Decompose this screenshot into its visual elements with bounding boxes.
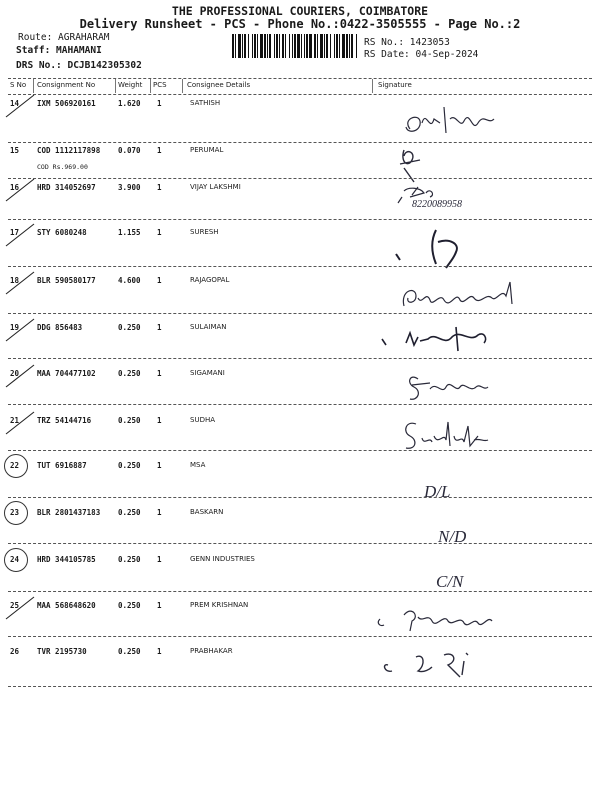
table-row (0, 369, 600, 415)
row-pcs: 1 (157, 601, 162, 610)
barcode-bar (304, 34, 305, 58)
row-consignee: SULAIMAN (190, 323, 227, 331)
barcode-bar (276, 34, 278, 58)
handwritten-signature (360, 228, 560, 274)
drs-number: DRS No.: DCJB142305302 (16, 60, 142, 71)
handwritten-signature (360, 183, 560, 229)
row-weight: 0.070 (118, 146, 141, 155)
row-weight: 0.250 (118, 601, 141, 610)
barcode-bar (294, 34, 296, 58)
row-consignment: TUT 6916887 (37, 461, 87, 470)
barcode-bar (351, 34, 353, 58)
barcode-bar (339, 34, 340, 58)
row-divider (8, 591, 592, 592)
row-consignment: BLR 590580177 (37, 276, 96, 285)
handwritten-signature (360, 416, 560, 462)
row-consignment: TVR 2195730 (37, 647, 87, 656)
table-row (0, 555, 600, 601)
row-divider (8, 219, 592, 220)
runsheet-title: Delivery Runsheet - PCS - Phone No.:0422-3505555 - Page No.:2 (79, 17, 521, 31)
status-note-text: C/N (436, 572, 464, 591)
row-sno: 16 (10, 183, 20, 192)
barcode-bar (274, 34, 275, 58)
row-consignment: STY 6080248 (37, 228, 87, 237)
barcode-bar (252, 34, 253, 58)
row-weight: 0.250 (118, 555, 141, 564)
barcode-bar (301, 34, 302, 58)
barcode-bar (297, 34, 300, 58)
barcode-bar (356, 34, 357, 58)
row-consignee: SURESH (190, 228, 219, 236)
row-divider (8, 404, 592, 405)
row-pcs: 1 (157, 146, 162, 155)
row-divider (8, 358, 592, 359)
barcode-bar (257, 34, 258, 58)
row-pcs: 1 (157, 647, 162, 656)
barcode-bar (349, 34, 350, 58)
barcode-bar (346, 34, 348, 58)
table-row (0, 461, 600, 507)
barcode-bar (242, 34, 243, 58)
barcode-bar (292, 34, 293, 58)
col-weight-header: Weight (118, 81, 143, 89)
row-consignee: PRABHAKAR (190, 647, 233, 655)
row-pcs: 1 (157, 416, 162, 425)
row-sno: 15 (10, 146, 20, 155)
rs-date: RS Date: 04-Sep-2024 (364, 49, 479, 60)
barcode-bar (289, 34, 290, 58)
row-sno: 17 (10, 228, 20, 237)
row-consignment: HRD 314052697 (37, 183, 96, 192)
col-pcs-header: PCS (153, 81, 167, 89)
barcode-bar (306, 34, 308, 58)
row-divider (8, 543, 592, 544)
row-sno: 25 (10, 601, 20, 610)
row-sno: 18 (10, 276, 20, 285)
row-consignee: SUDHA (190, 416, 216, 424)
staff-label: Staff: MAHAMANI (16, 45, 102, 56)
row-consignee: SIGAMANI (190, 369, 225, 377)
header-divider (372, 79, 373, 93)
row-pcs: 1 (157, 369, 162, 378)
barcode-bar (320, 34, 323, 58)
row-consignee: PREM KRISHNAN (190, 601, 249, 609)
row-weight: 4.600 (118, 276, 141, 285)
row-pcs: 1 (157, 323, 162, 332)
header-divider (33, 79, 34, 93)
table-header-top-line (8, 78, 592, 79)
row-divider (8, 636, 592, 637)
row-divider (8, 178, 592, 179)
row-weight: 0.250 (118, 416, 141, 425)
header-divider (182, 79, 183, 93)
col-signature-header: Signature (378, 81, 412, 89)
barcode-bar (264, 34, 266, 58)
row-sno: 21 (10, 416, 20, 425)
row-pcs: 1 (157, 183, 162, 192)
barcode-bar (309, 34, 312, 58)
status-note-text: D/L (424, 482, 451, 501)
row-divider (8, 313, 592, 314)
row-sno: 19 (10, 323, 20, 332)
barcode-bar (336, 34, 338, 58)
row-weight: 0.250 (118, 508, 141, 517)
handwritten-signature (360, 99, 560, 145)
header-divider (115, 79, 116, 93)
table-row (0, 183, 600, 229)
barcode-bar (324, 34, 325, 58)
barcode-bar (326, 34, 328, 58)
row-consignment: TRZ 54144716 (37, 416, 92, 425)
row-consignee: GENN INDUSTRIES (190, 555, 255, 563)
row-sno: 22 (10, 461, 20, 470)
row-weight: 0.250 (118, 647, 141, 656)
col-consignment-header: Consignment No (37, 81, 96, 89)
row-consignee: PERUMAL (190, 146, 224, 154)
row-pcs: 1 (157, 461, 162, 470)
row-consignment: MAA 704477102 (37, 369, 96, 378)
barcode-bar (244, 34, 246, 58)
row-divider (8, 686, 592, 687)
signature-phone-note: 8220089958 (412, 199, 462, 210)
rs-number: RS No.: 1423053 (364, 37, 450, 48)
row-consignee: VIJAY LAKSHMI (190, 183, 241, 191)
table-row (0, 323, 600, 369)
row-consignment: HRD 344105785 (37, 555, 96, 564)
barcode-bar (282, 34, 284, 58)
col-sno-header: S No (10, 81, 27, 89)
barcode-bar (238, 34, 241, 58)
row-consignment: IXM 506920161 (37, 99, 96, 108)
barcode-bar (267, 34, 268, 58)
table-row (0, 228, 600, 274)
row-pcs: 1 (157, 508, 162, 517)
handwritten-status-note (360, 555, 560, 601)
row-sno: 23 (10, 508, 20, 517)
header-divider (150, 79, 151, 93)
row-sno: 26 (10, 647, 20, 656)
handwritten-signature (360, 323, 560, 369)
col-consignee-header: Consignee Details (187, 81, 251, 89)
status-note-text: N/D (438, 527, 467, 546)
barcode-bar (235, 34, 236, 58)
handwritten-signature (360, 276, 560, 322)
barcode-bar (317, 34, 318, 58)
row-divider (8, 142, 592, 143)
barcode-bar (330, 34, 331, 58)
row-divider (8, 266, 592, 267)
barcode-bar (254, 34, 256, 58)
barcode-bar (232, 34, 234, 58)
route-label: Route: AGRAHARAM (18, 32, 110, 43)
barcode-bar (269, 34, 271, 58)
table-row (0, 416, 600, 462)
row-pcs: 1 (157, 555, 162, 564)
handwritten-status-note (360, 508, 560, 554)
row-divider (8, 450, 592, 451)
barcode-bar (285, 34, 286, 58)
row-divider (8, 497, 592, 498)
handwritten-status-note (360, 461, 560, 507)
row-weight: 1.155 (118, 228, 141, 237)
barcode (232, 34, 358, 58)
table-header-bottom-line (8, 94, 592, 95)
row-consignment: BLR 2801437183 (37, 508, 101, 517)
barcode-bar (260, 34, 263, 58)
row-weight: 0.250 (118, 323, 141, 332)
handwritten-signature (360, 369, 560, 415)
cod-amount: COD Rs.969.00 (37, 163, 88, 171)
row-consignee: BASKARN (190, 508, 224, 516)
table-row (0, 99, 600, 145)
row-consignee: SATHISH (190, 99, 221, 107)
row-sno: 24 (10, 555, 20, 564)
barcode-bar (248, 34, 249, 58)
row-consignment: COD 1112117898 (37, 146, 101, 155)
row-consignee: MSA (190, 461, 206, 469)
row-consignment: DDG 856483 (37, 323, 83, 332)
company-title: THE PROFESSIONAL COURIERS, COIMBATORE (171, 4, 429, 18)
row-weight: 0.250 (118, 369, 141, 378)
handwritten-signature (360, 601, 560, 647)
barcode-bar (342, 34, 345, 58)
row-pcs: 1 (157, 276, 162, 285)
table-row (0, 601, 600, 647)
row-pcs: 1 (157, 99, 162, 108)
row-sno: 14 (10, 99, 20, 108)
row-sno: 20 (10, 369, 20, 378)
table-row (0, 508, 600, 554)
table-row (0, 276, 600, 322)
barcode-bar (334, 34, 335, 58)
row-consignee: RAJAGOPAL (190, 276, 230, 284)
row-consignment: MAA 568648620 (37, 601, 96, 610)
row-weight: 3.900 (118, 183, 141, 192)
row-pcs: 1 (157, 228, 162, 237)
row-weight: 1.620 (118, 99, 141, 108)
barcode-bar (314, 34, 316, 58)
barcode-bar (279, 34, 280, 58)
row-weight: 0.250 (118, 461, 141, 470)
